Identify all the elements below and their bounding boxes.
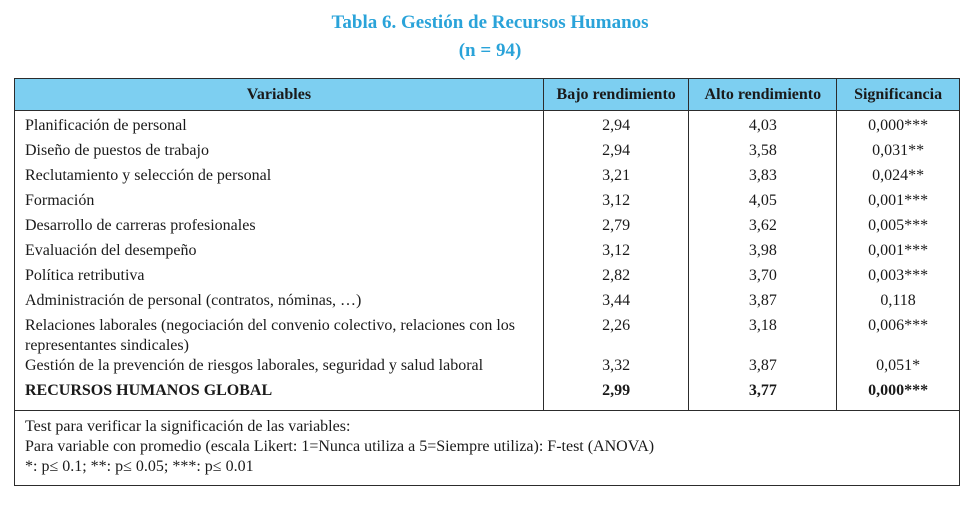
variable-cell: Administración de personal (contratos, nóminas, …) (15, 291, 544, 316)
bajo-cell: 2,99 (543, 381, 689, 411)
sig-cell: 0,051* (837, 356, 960, 381)
variable-cell: Formación (15, 191, 544, 216)
alto-cell: 3,58 (689, 141, 837, 166)
variable-cell: Planificación de personal (15, 111, 544, 142)
variable-cell: Diseño de puestos de trabajo (15, 141, 544, 166)
alto-cell: 3,83 (689, 166, 837, 191)
bajo-cell: 3,32 (543, 356, 689, 381)
table-row (15, 316, 960, 356)
alto-cell: 4,05 (689, 191, 837, 216)
table-subtitle: (n = 94) (458, 40, 522, 61)
table-row (15, 216, 960, 241)
table-row (15, 241, 960, 266)
col-header-bajo: Bajo rendimiento (543, 79, 689, 111)
sig-cell: 0,005*** (837, 216, 960, 241)
table-row (15, 141, 960, 166)
footnote-line: Test para verificar la significación de las variables: (25, 418, 351, 435)
sig-cell: 0,024** (837, 166, 960, 191)
footnote-line: *: p≤ 0.1; **: p≤ 0.05; ***: p≤ 0.01 (25, 458, 254, 475)
bajo-cell: 2,94 (543, 141, 689, 166)
table-title: Tabla 6. Gestión de Recursos Humanos (331, 12, 649, 33)
sig-cell: 0,001*** (837, 191, 960, 216)
table-row (15, 111, 960, 142)
table-row (15, 356, 960, 381)
table-row (15, 166, 960, 191)
variable-cell: Política retributiva (15, 266, 544, 291)
bajo-cell: 2,26 (543, 316, 689, 356)
variable-cell: Gestión de la prevención de riesgos laborales, seguridad y salud laboral (15, 356, 544, 381)
bajo-cell: 3,44 (543, 291, 689, 316)
header-row (15, 79, 960, 111)
sig-cell: 0,006*** (837, 316, 960, 356)
bajo-cell: 3,12 (543, 241, 689, 266)
variable-cell: Relaciones laborales (negociación del convenio colectivo, relaciones con los representantes sindicales) (15, 316, 544, 356)
table-row (15, 191, 960, 216)
bajo-cell: 2,94 (543, 111, 689, 142)
col-header-variables: Variables (15, 79, 544, 111)
bajo-cell: 3,12 (543, 191, 689, 216)
alto-cell: 4,03 (689, 111, 837, 142)
variable-cell: RECURSOS HUMANOS GLOBAL (15, 381, 544, 411)
alto-cell: 3,87 (689, 356, 837, 381)
bajo-cell: 3,21 (543, 166, 689, 191)
table-row-total (15, 381, 960, 411)
alto-cell: 3,70 (689, 266, 837, 291)
table-row (15, 291, 960, 316)
sig-cell: 0,000*** (837, 381, 960, 411)
alto-cell: 3,98 (689, 241, 837, 266)
sig-cell: 0,000*** (837, 111, 960, 142)
sig-cell: 0,031** (837, 141, 960, 166)
alto-cell: 3,87 (689, 291, 837, 316)
footnote-cell (15, 411, 960, 486)
alto-cell: 3,62 (689, 216, 837, 241)
sig-cell: 0,001*** (837, 241, 960, 266)
footnote-row (15, 411, 960, 486)
variable-cell: Reclutamiento y selección de personal (15, 166, 544, 191)
variable-cell: Evaluación del desempeño (15, 241, 544, 266)
bajo-cell: 2,79 (543, 216, 689, 241)
alto-cell: 3,18 (689, 316, 837, 356)
sig-cell: 0,118 (837, 291, 960, 316)
col-header-significancia: Significancia (837, 79, 960, 111)
alto-cell: 3,77 (689, 381, 837, 411)
footnote-line: Para variable con promedio (escala Likert: 1=Nunca utiliza a 5=Siempre utiliza): F-test (ANOVA) (25, 438, 655, 455)
bajo-cell: 2,82 (543, 266, 689, 291)
sig-cell: 0,003*** (837, 266, 960, 291)
table-row (15, 266, 960, 291)
variable-cell: Desarrollo de carreras profesionales (15, 216, 544, 241)
results-table (14, 78, 960, 486)
col-header-alto: Alto rendimiento (689, 79, 837, 111)
